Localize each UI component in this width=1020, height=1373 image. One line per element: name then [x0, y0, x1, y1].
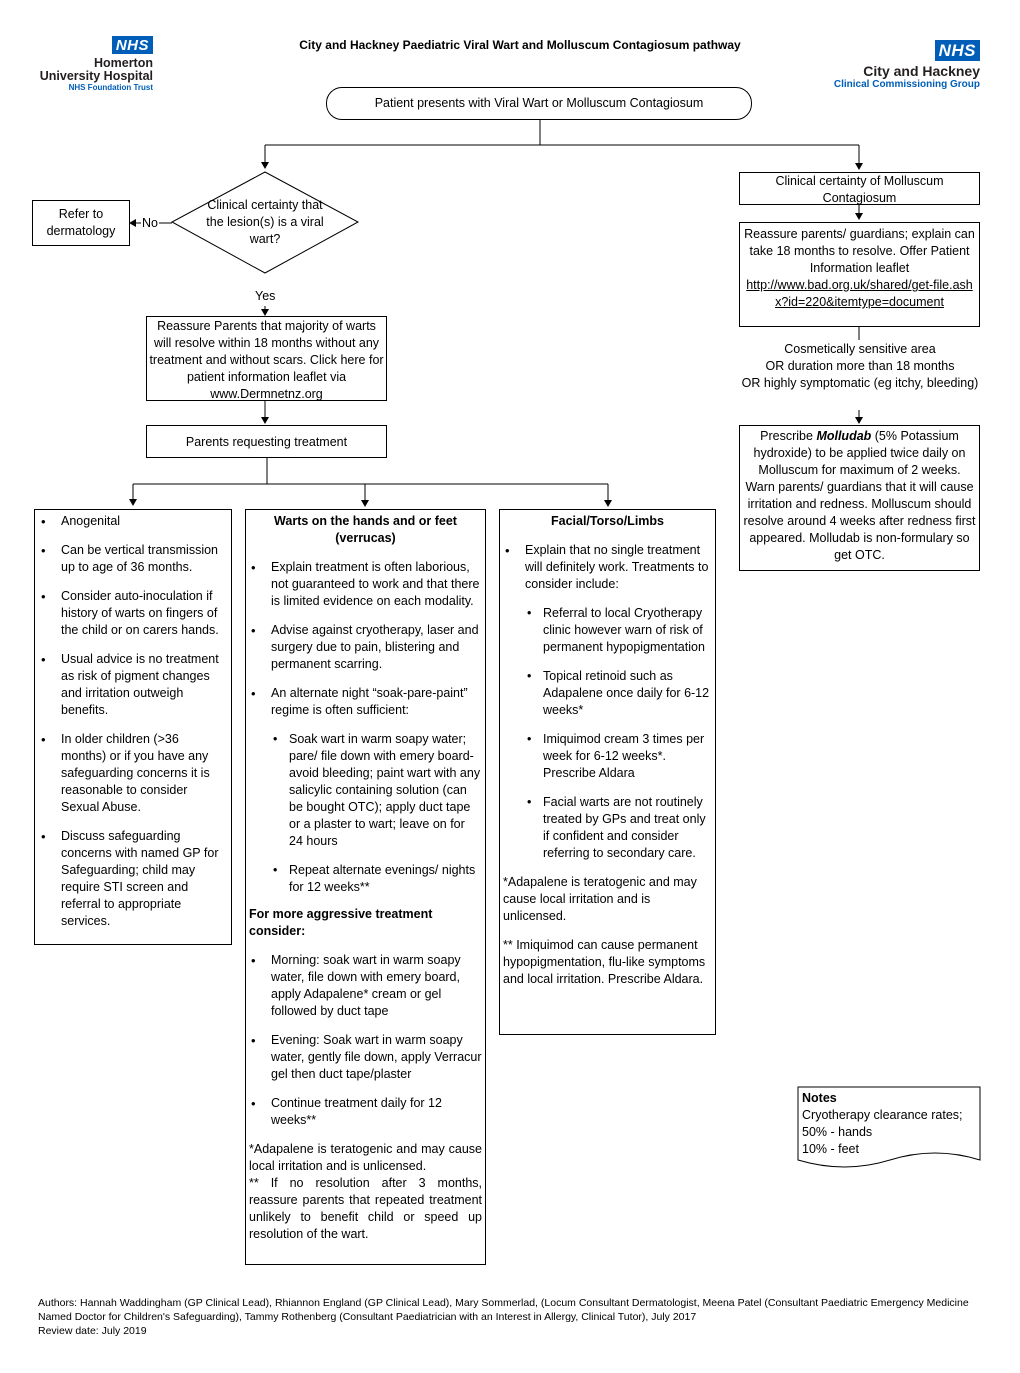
- hands-feet-note-2: ** If no resolution after 3 months, reassure parents that repeated treatment unlikely to benefit child or speed up resolution of the wart.: [249, 1176, 482, 1241]
- no-label: No: [142, 216, 158, 230]
- logo-right-line2: Clinical Commissioning Group: [833, 79, 980, 90]
- prescribe-molludab-box: [739, 425, 980, 571]
- footer-authors: Authors: Hannah Waddingham (GP Clinical Lead), Rhiannon England (GP Clinical Lead), Mary Sommerlad, (Locum Consultant Dermatologist, Meena Patel (Consultant Paediatric Emergency Medicine Named Doctor for Children's Safeguarding), Tammy Rothenberg (Consultant Paediatrician with an Interest in Allergy, Clinical Tutor), July 2017: [38, 1297, 969, 1323]
- hands-feet-item-text: An alternate night “soak-pare-paint” regime is often sufficient:: [271, 686, 468, 717]
- notes-line-3: 10% - feet: [802, 1142, 859, 1156]
- prescribe-drug: Molludab: [816, 429, 872, 443]
- aggressive-heading: For more aggressive treatment consider:: [249, 907, 433, 938]
- logo-right-line1: City and Hackney: [863, 63, 980, 79]
- facial-note-2: ** Imiquimod can cause permanent hypopigmentation, flu-like symptoms and local irritation. Prescribe Aldara.: [503, 938, 706, 986]
- parents-requesting-box: [146, 425, 387, 458]
- aggressive-item: • Morning: soak wart in warm soapy water, file down with emery board, apply Adapalene* cream or gel followed by duct tape: [249, 952, 482, 1020]
- logo-left-line3: NHS Foundation Trust: [68, 83, 153, 92]
- anogenital-item: • Can be vertical transmission up to age of 36 months.: [39, 542, 227, 576]
- facial-note-1: *Adapalene is teratogenic and may cause local irritation and is unlicensed.: [503, 875, 697, 923]
- hands-feet-box: [245, 509, 486, 1265]
- reassure-parents-box: [146, 316, 387, 401]
- start-terminator: [326, 87, 752, 120]
- footer-review-date: Review date: July 2019: [38, 1325, 147, 1337]
- decision-text: Clinical certainty that the lesion(s) is a viral wart?: [206, 198, 324, 246]
- criteria-line-3: OR highly symptomatic (eg itchy, bleeding): [741, 376, 979, 390]
- facial-subitem: • Referral to local Cryotherapy clinic however warn of risk of permanent hypopigmentation: [525, 605, 712, 656]
- hands-feet-item: • Advise against cryotherapy, laser and surgery due to pain, blistering and permanent scarring.: [249, 622, 482, 673]
- facial-subitem: • Topical retinoid such as Adapalene once daily for 6-12 weeks*: [525, 668, 712, 719]
- facial-subitem: • Facial warts are not routinely treated by GPs and treat only if confident and consider referring to secondary care.: [525, 794, 712, 862]
- facial-subitem: • Imiquimod cream 3 times per week for 6-12 weeks*. Prescribe Aldara: [525, 731, 712, 782]
- hands-feet-subitem: • Repeat alternate evenings/ nights for 12 weeks**: [271, 862, 482, 896]
- logo-left-line1: Homerton: [93, 56, 153, 70]
- anogenital-item: • Usual advice is no treatment as risk of pigment changes and irritation outweigh benefits.: [39, 651, 227, 719]
- facial-intro-text: Explain that no single treatment will definitely work. Treatments to consider include:: [525, 543, 709, 591]
- facial-box: [499, 509, 716, 1035]
- reassure-parents-text: Reassure Parents that majority of warts will resolve within 18 months without any treatment and without scars. Click here for patient information leaflet via www.Dermnetnz.org: [149, 319, 384, 401]
- facial-intro: [503, 542, 712, 862]
- prescribe-post: (5% Potassium hydroxide) to be applied twice daily on Molluscum for maximum of 2 weeks. Warn parents/ guardians that it will cause irritation and redness. Molluscum should resolve around 4 weeks after redness first appeared. Molludab is non-formulary so get OTC.: [743, 429, 976, 562]
- criteria-line-2: OR duration more than 18 months: [765, 359, 955, 373]
- hands-feet-item: • Explain treatment is often laborious, not guaranteed to work and that there is limited evidence on each modality.: [249, 559, 482, 610]
- logo-left-line2: University Hospital: [39, 69, 153, 83]
- anogenital-item: • Consider auto-inoculation if history of warts on fingers of the child or on carers hands.: [39, 588, 227, 639]
- anogenital-item: • Discuss safeguarding concerns with named GP for Safeguarding; child may require STI screen and referral to appropriate services.: [39, 828, 227, 930]
- notes-line-1: Cryotherapy clearance rates;: [802, 1108, 963, 1122]
- yes-label: Yes: [255, 289, 276, 303]
- hands-feet-subitem: • Soak wart in warm soapy water; pare/ file down with emery board-avoid bleeding; paint wart with any salicylic containing solution (can be bought OTC); apply duct tape or a plaster to wart; leave on for 24 hours: [271, 731, 482, 850]
- refer-text: Refer to dermatology: [46, 207, 116, 238]
- anogenital-item: • Anogenital: [39, 513, 227, 530]
- prescribe-pre: Prescribe: [760, 429, 817, 443]
- nhs-badge-left: NHS: [112, 36, 153, 54]
- notes-title: Notes: [802, 1091, 837, 1105]
- molluscum-certainty-box: [739, 172, 980, 205]
- parents-requesting-text: Parents requesting treatment: [185, 435, 348, 449]
- hands-feet-title: Warts on the hands and or feet (verrucas): [274, 514, 457, 545]
- molluscum-criteria: [730, 341, 990, 392]
- anogenital-item: • In older children (>36 months) or if you have any safeguarding concerns it is reasonable to consider Sexual Abuse.: [39, 731, 227, 816]
- facial-title: Facial/Torso/Limbs: [551, 514, 664, 528]
- aggressive-item: • Continue treatment daily for 12 weeks**: [249, 1095, 482, 1129]
- anogenital-box: [34, 509, 232, 945]
- start-text: Patient presents with Viral Wart or Molluscum Contagiosum: [374, 96, 704, 110]
- aggressive-item: • Evening: Soak wart in warm soapy water, gently file down, apply Verracur gel then duct tape/plaster: [249, 1032, 482, 1083]
- footer: [38, 1296, 988, 1338]
- notes-line-2: 50% - hands: [802, 1125, 873, 1139]
- hands-feet-note-1: *Adapalene is teratogenic and may cause local irritation and is unlicensed.: [249, 1142, 482, 1173]
- molluscum-reassure-box: [739, 222, 980, 327]
- page-title: City and Hackney Paediatric Viral Wart and Molluscum Contagiosum pathway: [299, 38, 741, 52]
- molluscum-certainty-text: Clinical certainty of Molluscum Contagiosum: [775, 174, 944, 205]
- hands-feet-item: [249, 685, 482, 896]
- refer-dermatology-box: [32, 200, 130, 246]
- molluscum-leaflet-link[interactable]: http://www.bad.org.uk/shared/get-file.ashx?id=220&itemtype=document: [746, 278, 973, 309]
- molluscum-reassure-text: Reassure parents/ guardians; explain can take 18 months to resolve. Offer Patient Information leaflet: [744, 227, 975, 275]
- notes: [802, 1090, 982, 1158]
- criteria-line-1: Cosmetically sensitive area: [784, 342, 936, 356]
- nhs-badge-right: NHS: [935, 40, 980, 61]
